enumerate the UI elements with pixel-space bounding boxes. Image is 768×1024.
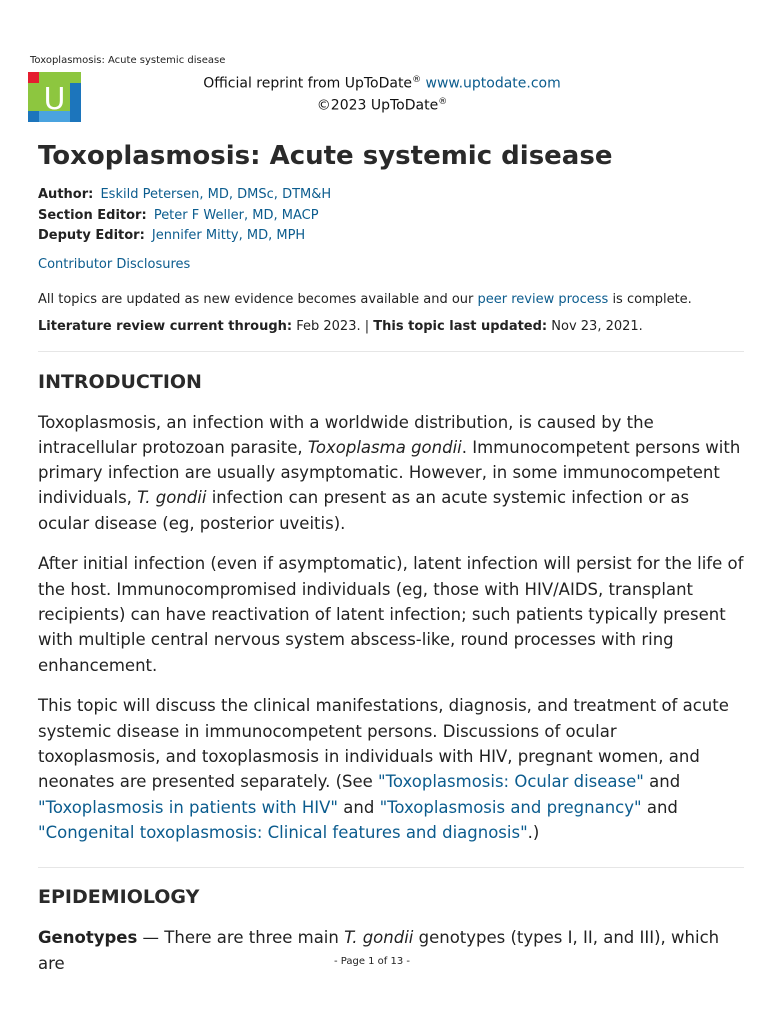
page-title: Toxoplasmosis: Acute systemic disease (38, 141, 613, 171)
registered-mark: ® (412, 75, 422, 85)
epidemiology-heading: EPIDEMIOLOGY (38, 886, 200, 909)
deputy-editor-row (38, 226, 744, 247)
author-row (38, 185, 744, 206)
peer-review-link[interactable]: peer review process (477, 291, 609, 307)
intro-paragraph-2: After initial infection (even if asymptomatic), latent infection will persist for the life of the host. Immunocompromised individuals (eg, those with HIV/AIDS, transplant recipients) can have reactivation of latent infection; such patients typically present with multiple central nervous system abscess-like, round processes with ring enhancement. (38, 554, 744, 675)
epidemiology-paragraph-1: Genotypes — There are three main T. gondii genotypes (types I, II, and III), which are (38, 928, 720, 973)
divider (38, 351, 744, 352)
registered-mark-2: ® (438, 96, 448, 107)
intro-paragraph-3: This topic will discuss the clinical manifestations, diagnosis, and treatment of acute systemic disease in immunocompetent persons. Discussions of ocular toxoplasmosis, and toxoplasmosis in individuals with HIV, pregnant women, and neonates are presented separately. (See "Toxoplasmosis: Ocular disease" and "Toxoplasmosis in patients with HIV" and "Toxoplasmosis and pregnancy" and "Congenital toxoplasmosis: Clinical features and diagnosis".) (38, 696, 729, 842)
running-head: Toxoplasmosis: Acute systemic disease (30, 55, 226, 66)
pregnancy-link[interactable]: "Toxoplasmosis and pregnancy" (379, 797, 642, 817)
author-role: Author: (38, 187, 94, 202)
hiv-link[interactable]: "Toxoplasmosis in patients with HIV" (38, 797, 339, 817)
contributor-disclosures-link[interactable]: Contributor Disclosures (38, 256, 191, 272)
reprint-prefix: Official reprint from UpToDate (203, 75, 413, 92)
introduction-heading: INTRODUCTION (38, 370, 202, 393)
author-link[interactable]: Eskild Petersen, MD, DMSc, DTM&H (100, 187, 332, 202)
lit-review-label: Literature review current through: (38, 318, 293, 334)
congenital-link[interactable]: "Congenital toxoplasmosis: Clinical features and diagnosis" (38, 822, 528, 842)
last-updated-label: This topic last updated: (373, 318, 548, 334)
review-dates (38, 317, 744, 337)
genotypes-subheading: Genotypes (38, 928, 138, 948)
intro-paragraph-1: Toxoplasmosis, an infection with a worldwide distribution, is caused by the intracellular protozoan parasite, Toxoplasma gondii. Immunocompetent persons with primary infection are usually asymptomatic. However, in some immunocompetent individuals, T. gondii infection can present as an acute systemic infection or as ocular disease (eg, posterior uveitis). (38, 412, 741, 533)
uptodate-link[interactable]: www.uptodate.com (425, 75, 561, 92)
section-editor-link[interactable]: Peter F Weller, MD, MACP (153, 207, 319, 223)
logo-letter: U (43, 82, 66, 117)
copyright: ©2023 UpToDate (316, 97, 439, 114)
ocular-disease-link[interactable]: "Toxoplasmosis: Ocular disease" (378, 772, 644, 792)
page-footer: - Page 1 of 13 - (333, 956, 411, 967)
reprint-notice (0, 71, 764, 114)
last-updated-value: Nov 23, 2021. (547, 318, 643, 334)
divider-2 (38, 867, 744, 868)
section-editor-row (38, 206, 744, 227)
section-editor-role: Section Editor: (38, 207, 147, 223)
deputy-editor-link[interactable]: Jennifer Mitty, MD, MPH (151, 228, 306, 243)
deputy-editor-role: Deputy Editor: (38, 228, 145, 243)
lit-review-value: Feb 2023. | (292, 318, 374, 334)
article (38, 138, 744, 976)
update-notice: All topics are updated as new evidence becomes available and our peer review process is complete. (38, 291, 692, 307)
author-list (38, 185, 744, 247)
